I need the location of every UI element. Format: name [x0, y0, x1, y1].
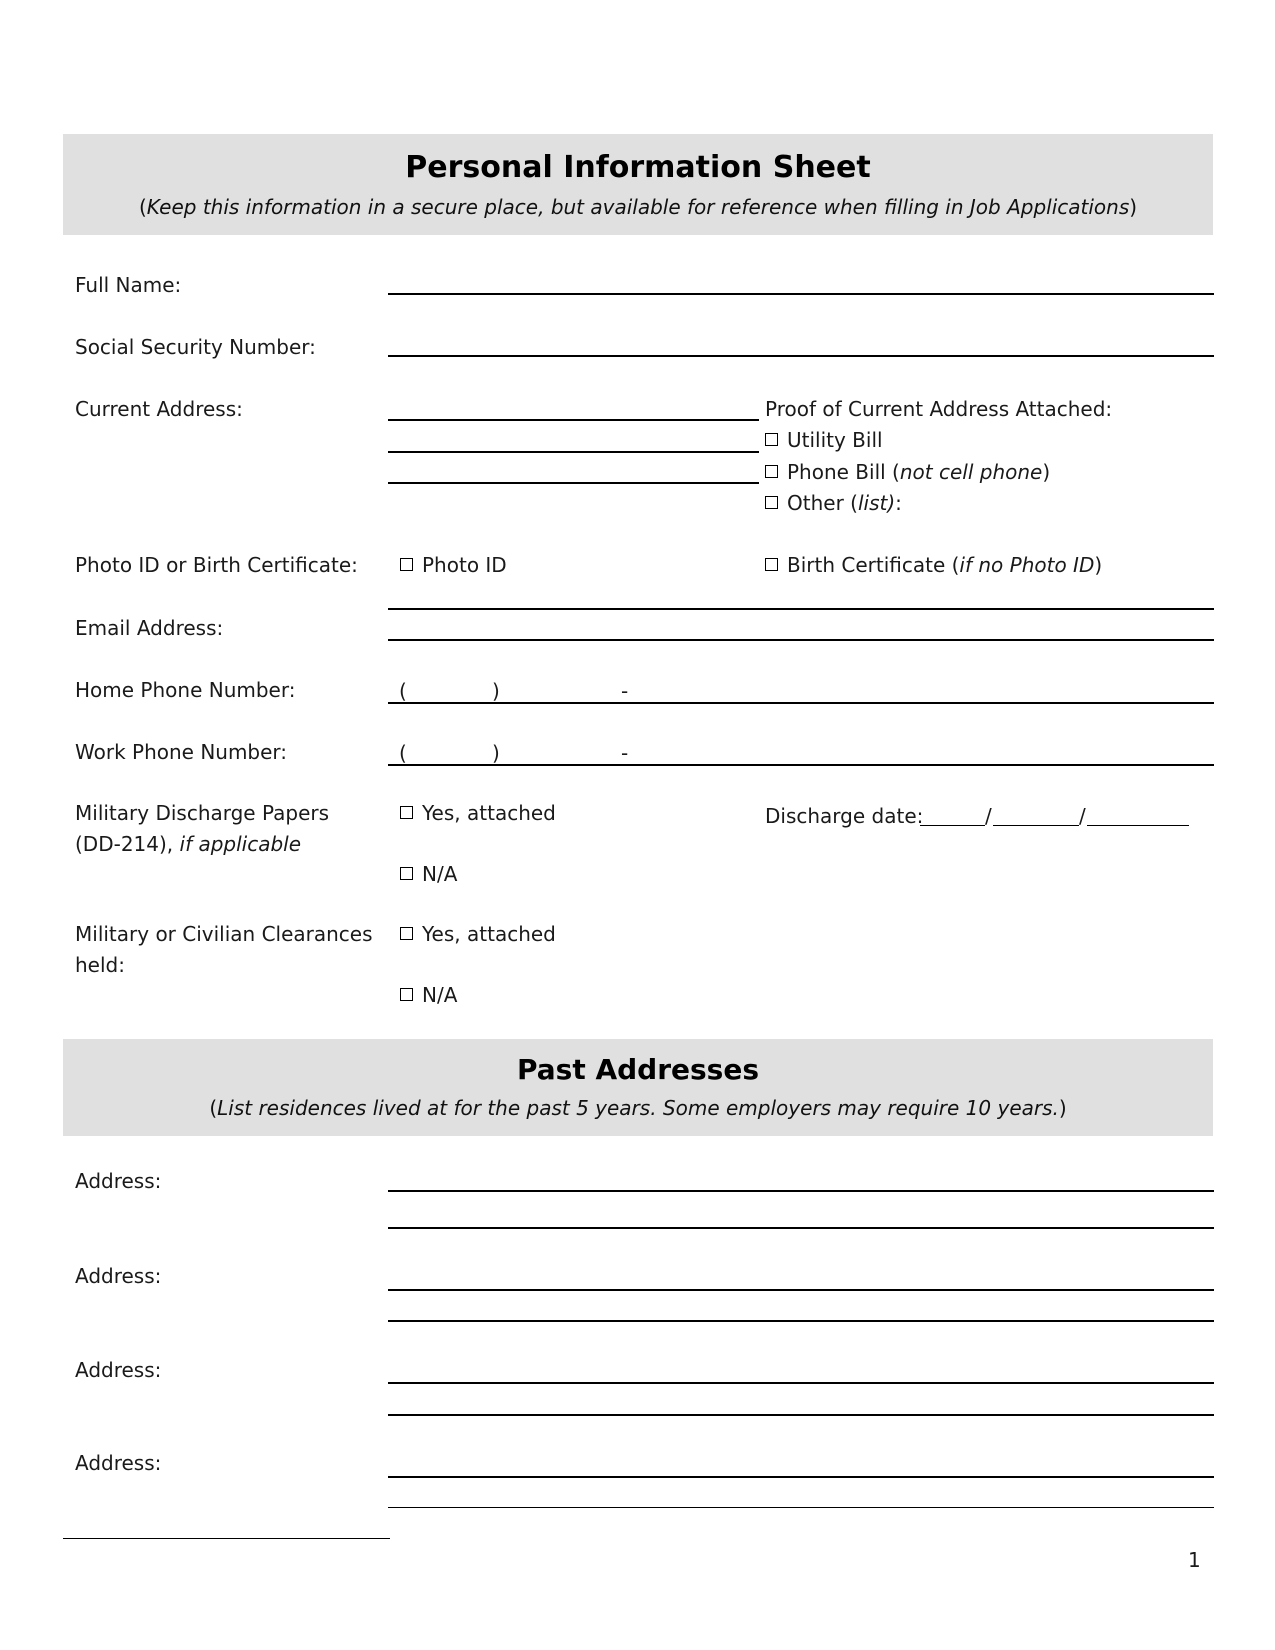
proof-heading: Proof of Current Address Attached:	[765, 397, 1113, 421]
discharge-day-field[interactable]	[993, 825, 1079, 826]
subtitle-open: (	[138, 195, 147, 219]
work-phone-field[interactable]	[388, 764, 1214, 766]
checkbox[interactable]	[765, 558, 778, 571]
phone-bill-option[interactable]	[765, 457, 1050, 488]
home-phone-label: Home Phone Number:	[75, 678, 296, 702]
utility-bill-label: Utility Bill	[787, 428, 883, 452]
military-papers-label-line1: Military Discharge Papers	[75, 801, 330, 825]
military-papers-note: if applicable	[179, 832, 302, 856]
ssn-label: Social Security Number:	[75, 335, 316, 359]
clearances-label-line2: held:	[75, 953, 125, 977]
photo-id-option[interactable]	[400, 550, 507, 581]
past-address-line[interactable]	[388, 1190, 1214, 1192]
home-phone-dash: -	[621, 679, 629, 703]
past-addresses-title: Past Addresses	[516, 1053, 759, 1086]
work-phone-label: Work Phone Number:	[75, 740, 288, 764]
other-label: Other (	[787, 491, 858, 515]
header-banner	[63, 134, 1213, 235]
email-field[interactable]	[388, 639, 1214, 641]
past-subtitle-close: )	[1058, 1096, 1067, 1120]
phone-bill-close: )	[1042, 460, 1051, 484]
military-na-option[interactable]	[400, 859, 457, 890]
work-phone-open-paren: (	[399, 741, 407, 765]
utility-bill-option[interactable]	[765, 425, 883, 456]
full-name-field[interactable]	[388, 293, 1214, 295]
past-address-line[interactable]	[388, 1507, 1214, 1508]
past-subtitle-open: (	[209, 1096, 218, 1120]
clearances-label-line1: Military or Civilian Clearances	[75, 922, 373, 946]
photo-id-underline	[388, 608, 1214, 610]
current-address-label: Current Address:	[75, 397, 243, 421]
ssn-field[interactable]	[388, 355, 1214, 357]
discharge-month-field[interactable]	[920, 825, 985, 826]
discharge-slash-1: /	[985, 804, 992, 828]
past-address-line[interactable]	[388, 1414, 1214, 1416]
past-address-line[interactable]	[388, 1476, 1214, 1478]
past-address-label: Address:	[75, 1169, 162, 1193]
discharge-slash-2: /	[1079, 804, 1086, 828]
subtitle-close: )	[1129, 195, 1138, 219]
footnote-separator	[63, 1538, 390, 1539]
email-label: Email Address:	[75, 616, 224, 640]
past-subtitle-text: List residences lived at for the past 5 years. Some employers may require 10 years.	[217, 1096, 1059, 1120]
past-addresses-subtitle	[63, 1096, 1213, 1120]
home-phone-open-paren: (	[399, 679, 407, 703]
full-name-label: Full Name:	[75, 273, 182, 297]
military-na-label: N/A	[422, 862, 458, 886]
past-address-line[interactable]	[388, 1382, 1214, 1384]
past-address-label: Address:	[75, 1358, 162, 1382]
current-address-line-2[interactable]	[388, 451, 759, 453]
photo-id-option-label: Photo ID	[422, 553, 507, 577]
work-phone-dash: -	[621, 741, 629, 765]
birth-certificate-label: Birth Certificate (	[787, 553, 960, 577]
photo-id-label: Photo ID or Birth Certificate:	[75, 553, 358, 577]
clearances-na-option[interactable]	[400, 980, 457, 1011]
checkbox[interactable]	[400, 867, 413, 880]
checkbox[interactable]	[400, 988, 413, 1001]
past-address-label: Address:	[75, 1451, 162, 1475]
page-number: 1	[1188, 1548, 1201, 1572]
subtitle-text: Keep this information in a secure place, but available for reference when filling in Job Applications	[146, 195, 1130, 219]
past-address-line[interactable]	[388, 1227, 1214, 1229]
other-colon: :	[895, 491, 902, 515]
birth-certificate-note: if no Photo ID	[959, 553, 1095, 577]
checkbox[interactable]	[400, 558, 413, 571]
page-subtitle	[63, 195, 1213, 219]
military-yes-label: Yes, attached	[422, 801, 556, 825]
home-phone-field[interactable]	[388, 702, 1214, 704]
work-phone-close-paren: )	[492, 741, 500, 765]
checkbox[interactable]	[765, 496, 778, 509]
clearances-na-label: N/A	[422, 983, 458, 1007]
military-papers-form-code: (DD-214),	[75, 832, 180, 856]
checkbox[interactable]	[400, 927, 413, 940]
past-address-line[interactable]	[388, 1320, 1214, 1322]
home-phone-close-paren: )	[492, 679, 500, 703]
past-address-line[interactable]	[388, 1289, 1214, 1291]
current-address-line-1[interactable]	[388, 419, 759, 421]
discharge-year-field[interactable]	[1087, 825, 1189, 826]
birth-certificate-close: )	[1094, 553, 1103, 577]
checkbox[interactable]	[765, 465, 778, 478]
clearances-yes-option[interactable]	[400, 919, 556, 950]
phone-bill-label: Phone Bill (	[787, 460, 900, 484]
discharge-date-label: Discharge date:	[765, 804, 924, 828]
past-addresses-banner	[63, 1039, 1213, 1136]
checkbox[interactable]	[765, 433, 778, 446]
military-papers-label-line2	[75, 829, 301, 860]
current-address-line-3[interactable]	[388, 482, 759, 484]
birth-certificate-option[interactable]	[765, 550, 1102, 581]
other-option[interactable]	[765, 488, 902, 519]
other-note: list)	[857, 491, 896, 515]
past-address-label: Address:	[75, 1264, 162, 1288]
clearances-yes-label: Yes, attached	[422, 922, 556, 946]
checkbox[interactable]	[400, 806, 413, 819]
page-title: Personal Information Sheet	[405, 150, 871, 185]
phone-bill-note: not cell phone	[899, 460, 1043, 484]
military-yes-option[interactable]	[400, 798, 556, 829]
